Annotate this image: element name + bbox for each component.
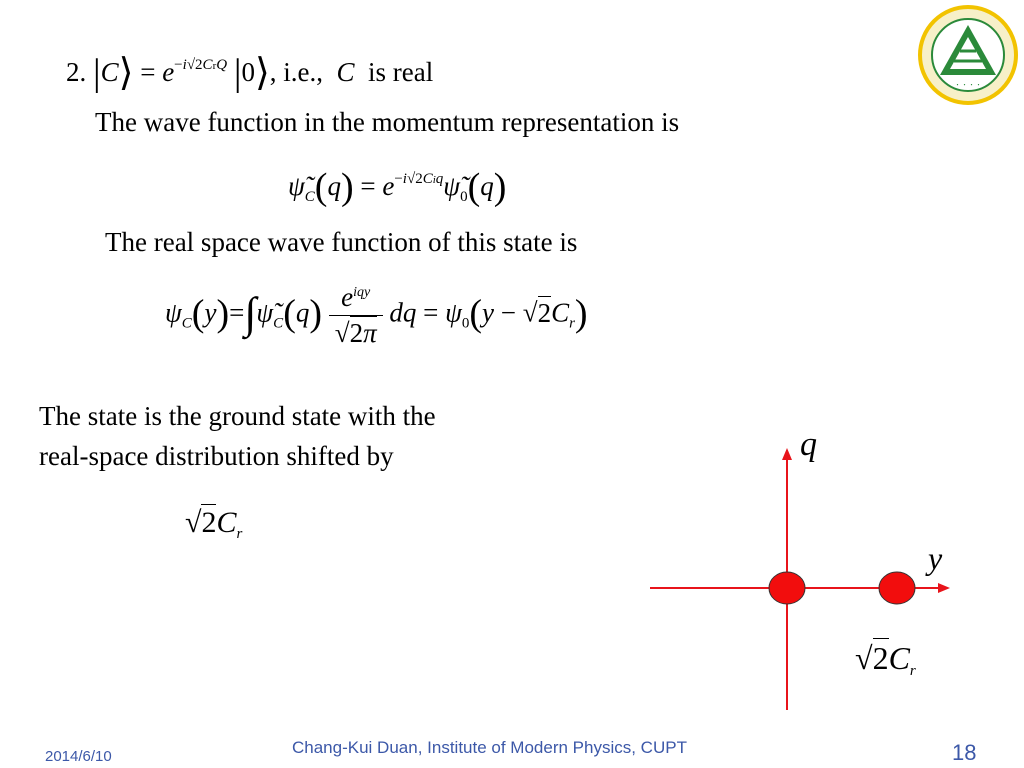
page-number: 18 [952, 740, 977, 765]
note-line-2: real-space distribution shifted by [39, 441, 394, 471]
real-space-equation: $\psi_C(y)=\int\psĩ_C(q)$ $\frac{e^{iqy}}{√2\pi}$ dq = $\psi_0(y - √2C_r)$ [165, 282, 588, 348]
footer-credit: Chang-Kui Duan, Institute of Modern Physics, CUPT [292, 738, 687, 757]
note-line-1: The state is the ground state with the [39, 401, 436, 431]
equation-line-1: 2. |C⟩ = $e^{-i√2CrQ}$ |0⟩, i.e., C is real [66, 52, 434, 94]
y-axis-label: y [928, 540, 943, 576]
phase-space-diagram [640, 420, 970, 720]
momentum-text: The wave function in the momentum representation is [95, 107, 680, 137]
y-axis-arrow [938, 583, 950, 593]
shifted-state-dot [879, 572, 915, 604]
ground-state-dot [769, 572, 805, 604]
diagram-shift-label: $√2C_r$ [855, 640, 916, 679]
c-symbol: C [336, 57, 355, 87]
shift-expression: $√2C_r$ [185, 506, 243, 542]
real-space-text: The real space wave function of this state is [105, 227, 578, 257]
item-number: 2. [66, 57, 87, 87]
note-text [39, 396, 436, 476]
momentum-equation: $\psĩ_C(q)$ = $e^{-i√2Ciq}\psĩ_0(q)$ [288, 166, 507, 208]
svg-text:・・・・: ・・・・ [954, 81, 982, 89]
footer-date: 2014/6/10 [45, 748, 112, 765]
q-axis-arrow [782, 448, 792, 460]
university-logo [918, 5, 1018, 105]
q-axis-label: q [800, 426, 817, 463]
is-real-text: is real [368, 57, 434, 87]
ie-text: , i.e., [269, 57, 324, 87]
